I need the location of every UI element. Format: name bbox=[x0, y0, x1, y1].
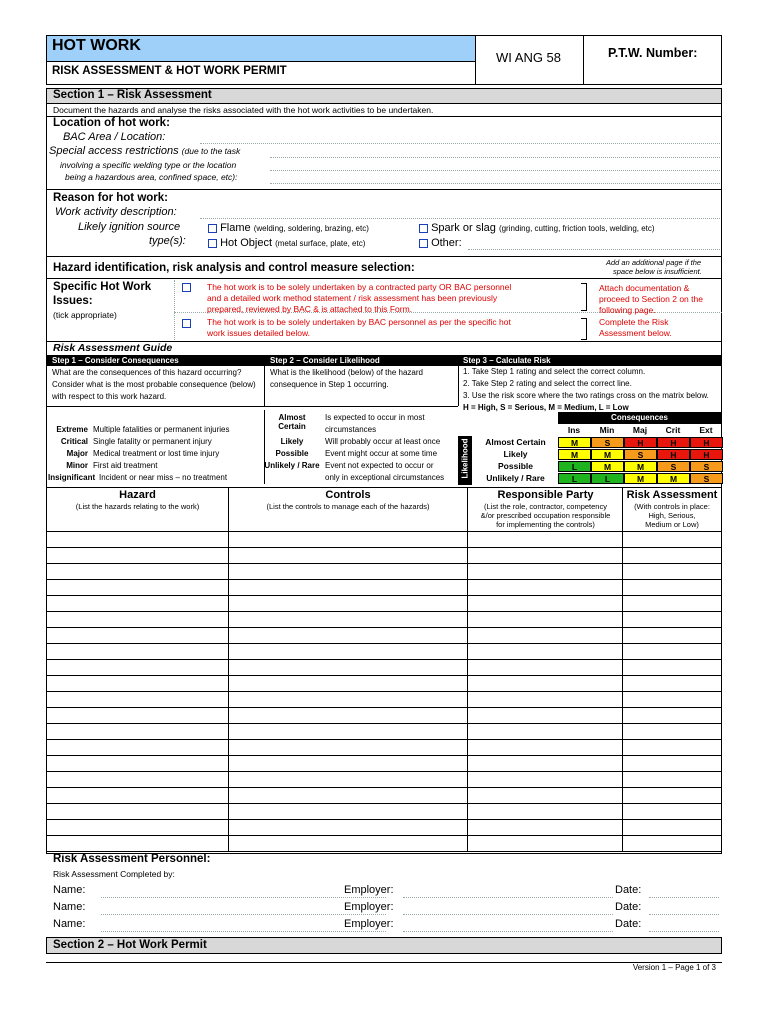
option1-action-1: Attach documentation & bbox=[599, 283, 690, 293]
matrix-row-label: Possible bbox=[498, 461, 533, 471]
step2-text-2: consequence in Step 1 occurring. bbox=[270, 380, 389, 389]
col-responsible-sub-1: (List the role, contractor, competency bbox=[484, 502, 607, 511]
header-vline-2 bbox=[583, 35, 584, 85]
table-row-line bbox=[47, 643, 721, 644]
header-divider bbox=[47, 61, 475, 62]
step1-text-2: Consider what is the most probable consequence (below) bbox=[52, 380, 256, 389]
consequence-desc: First aid treatment bbox=[93, 461, 158, 470]
hot-object-checkbox[interactable] bbox=[208, 239, 217, 248]
matrix-cell: L bbox=[558, 461, 591, 472]
bac-area-label: BAC Area / Location: bbox=[63, 131, 166, 143]
table-row-line bbox=[47, 563, 721, 564]
matrix-cell: M bbox=[558, 449, 591, 460]
col-controls-sub: (List the controls to manage each of the hazards) bbox=[266, 502, 430, 511]
ignition-label-1: Likely ignition source bbox=[78, 221, 181, 233]
flame-label: Flame bbox=[220, 222, 251, 234]
date-field[interactable] bbox=[649, 931, 719, 932]
guide-hline bbox=[47, 406, 458, 407]
table-row-line bbox=[47, 675, 721, 676]
table-row-line bbox=[47, 707, 721, 708]
table-row-line bbox=[47, 531, 721, 532]
matrix-row-label: Almost Certain bbox=[485, 437, 546, 447]
col-responsible-sub-2: &/or prescribed occupation responsible bbox=[480, 511, 611, 520]
name-field[interactable] bbox=[101, 914, 386, 915]
matrix-cell: M bbox=[624, 473, 657, 484]
table-row-line bbox=[47, 547, 721, 548]
spark-checkbox[interactable] bbox=[419, 224, 428, 233]
option1-action-3: following page. bbox=[599, 305, 656, 315]
other-field[interactable] bbox=[468, 249, 720, 250]
hot-object-note: (metal surface, plate, etc) bbox=[275, 239, 366, 248]
hazard-heading: Hazard identification, risk analysis and control measure selection: bbox=[53, 262, 415, 274]
matrix-row-label: Likely bbox=[503, 449, 528, 459]
step3-text-1: 1. Take Step 1 rating and select the correct column. bbox=[463, 367, 646, 376]
table-vline bbox=[622, 487, 623, 851]
matrix-cell: M bbox=[591, 449, 624, 460]
employer-field[interactable] bbox=[403, 931, 613, 932]
option2-action-2: Assessment below. bbox=[599, 328, 672, 338]
col-risk-sub-3: Medium or Low) bbox=[645, 520, 699, 529]
likelihood-desc: circumstances bbox=[325, 425, 377, 434]
col-risk-sub-2: High, Serious, bbox=[648, 511, 696, 520]
matrix-col-header: Crit bbox=[665, 425, 681, 435]
ptw-number-label: P.T.W. Number: bbox=[608, 46, 698, 60]
consequence-name: Minor bbox=[66, 461, 88, 470]
col-responsible-title: Responsible Party bbox=[497, 489, 594, 501]
risk-matrix bbox=[458, 412, 721, 486]
col-hazard-title: Hazard bbox=[119, 489, 156, 501]
table-row-line bbox=[47, 819, 721, 820]
matrix-cell: H bbox=[690, 449, 723, 460]
table-row-line bbox=[47, 803, 721, 804]
work-activity-label: Work activity description: bbox=[55, 206, 177, 218]
special-access-field-2[interactable] bbox=[270, 170, 720, 171]
special-access-text: Special access restrictions bbox=[49, 145, 179, 157]
matrix-cell: H bbox=[624, 437, 657, 448]
likelihood-name: Almost Certain bbox=[278, 413, 306, 431]
option1-action-2: proceed to Section 2 on the bbox=[599, 294, 703, 304]
section1-intro: Document the hazards and analyse the risks associated with the hot work activities to be undertaken. bbox=[53, 105, 434, 115]
table-row-line bbox=[47, 579, 721, 580]
table-row-line bbox=[47, 771, 721, 772]
col-controls-title: Controls bbox=[325, 489, 371, 501]
work-activity-field[interactable] bbox=[200, 218, 720, 219]
special-access-note-3: being a hazardous area, confined space, etc): bbox=[65, 172, 238, 182]
step2-text-1: What is the likelihood (below) of the hazard bbox=[270, 368, 423, 377]
special-access-label bbox=[49, 145, 240, 157]
matrix-cell: M bbox=[558, 437, 591, 448]
option2-action-1: Complete the Risk bbox=[599, 317, 669, 327]
likelihood-desc: Event not expected to occur or bbox=[325, 461, 434, 470]
step1-text-3: with respect to this work hazard. bbox=[52, 392, 167, 401]
option2-line-1: The hot work is to be solely undertaken by BAC personnel as per the specific hot bbox=[207, 317, 511, 327]
date-label: Date: bbox=[615, 884, 642, 896]
col-hazard-sub: (List the hazards relating to the work) bbox=[75, 502, 200, 511]
matrix-col-header: Ins bbox=[567, 425, 581, 435]
likelihood-desc: Will probably occur at least once bbox=[325, 437, 441, 446]
table-row-line bbox=[47, 611, 721, 612]
option2-line-2: work issues detailed below. bbox=[207, 328, 311, 338]
matrix-cell: H bbox=[657, 449, 690, 460]
table-vline bbox=[467, 487, 468, 851]
consequence-name: Critical bbox=[60, 437, 88, 446]
option1-line-1: The hot work is to be solely undertaken by a contracted party OR BAC personnel bbox=[207, 282, 512, 292]
special-access-note: (due to the task bbox=[181, 146, 241, 156]
consequence-name: Major bbox=[66, 449, 88, 458]
option1-line-3: prepared, reviewed by BAC & is attached to this Form. bbox=[207, 304, 413, 314]
hot-object-label: Hot Object bbox=[220, 237, 273, 249]
option2-checkbox[interactable] bbox=[182, 319, 191, 328]
special-access-field-3[interactable] bbox=[270, 183, 720, 184]
completed-by: Risk Assessment Completed by: bbox=[53, 869, 175, 879]
divider bbox=[46, 189, 722, 190]
divider bbox=[46, 278, 722, 279]
name-field[interactable] bbox=[101, 931, 386, 932]
section2-title: Section 2 – Hot Work Permit bbox=[53, 939, 207, 951]
add-page-note-2: space below is insufficient. bbox=[613, 267, 702, 276]
consequence-desc: Incident or near miss – no treatment bbox=[99, 473, 228, 482]
likelihood-desc: only in exceptional circumstances bbox=[325, 473, 445, 482]
step3-text-2: 2. Take Step 2 rating and select the correct line. bbox=[463, 379, 632, 388]
add-page-note-1: Add an additional page if the bbox=[606, 258, 702, 267]
personnel-row bbox=[53, 884, 721, 900]
table-row-line bbox=[47, 659, 721, 660]
employer-label: Employer: bbox=[344, 884, 394, 896]
step3-title: Step 3 – Calculate Risk bbox=[463, 356, 551, 365]
date-field[interactable] bbox=[649, 897, 719, 898]
likelihood-axis-label: Likelihood bbox=[460, 438, 470, 479]
footer-version: Version 1 – Page 1 of 3 bbox=[632, 963, 716, 972]
name-field[interactable] bbox=[101, 897, 386, 898]
tick-appropriate: (tick appropriate) bbox=[53, 310, 117, 320]
bac-area-field[interactable] bbox=[200, 143, 720, 144]
special-access-note-2: involving a specific welding type or the location bbox=[60, 160, 237, 170]
doc-code: WI ANG 58 bbox=[496, 50, 562, 65]
consequence-desc: Multiple fatalities or permanent injuries bbox=[93, 425, 230, 434]
matrix-col-header: Maj bbox=[632, 425, 648, 435]
header-vline-1 bbox=[475, 35, 476, 85]
personnel-row bbox=[53, 918, 721, 934]
options-left-rule bbox=[174, 280, 175, 342]
matrix-cell: H bbox=[690, 437, 723, 448]
table-row-line bbox=[47, 787, 721, 788]
matrix-cell: S bbox=[624, 449, 657, 460]
reason-heading: Reason for hot work: bbox=[53, 192, 169, 204]
consequence-desc: Medical treatment or lost time injury bbox=[93, 449, 220, 458]
date-label: Date: bbox=[615, 901, 642, 913]
spark-note: (grinding, cutting, friction tools, welding, etc) bbox=[498, 224, 655, 233]
other-checkbox[interactable] bbox=[419, 239, 428, 248]
step2-title: Step 2 – Consider Likelihood bbox=[270, 356, 380, 365]
table-row-line bbox=[47, 595, 721, 596]
personnel-heading: Risk Assessment Personnel: bbox=[53, 853, 211, 865]
employer-field[interactable] bbox=[403, 914, 613, 915]
flame-note: (welding, soldering, brazing, etc) bbox=[253, 224, 369, 233]
step1-text-1: What are the consequences of this hazard occurring? bbox=[52, 368, 242, 377]
spark-option[interactable] bbox=[419, 222, 655, 234]
matrix-cell: H bbox=[657, 437, 690, 448]
section1-title: Section 1 – Risk Assessment bbox=[53, 89, 212, 101]
option1-checkbox[interactable] bbox=[182, 283, 191, 292]
name-label: Name: bbox=[53, 901, 86, 913]
consequence-desc: Single fatality or permanent injury bbox=[93, 437, 212, 446]
location-heading: Location of hot work: bbox=[53, 117, 170, 129]
likelihood-desc: Event might occur at some time bbox=[325, 449, 438, 458]
employer-label: Employer: bbox=[344, 918, 394, 930]
other-label: Other: bbox=[431, 237, 462, 249]
consequence-name: Extreme bbox=[56, 425, 88, 434]
table-row-line bbox=[47, 739, 721, 740]
name-label: Name: bbox=[53, 918, 86, 930]
page-title: HOT WORK bbox=[52, 37, 141, 54]
other-option[interactable] bbox=[419, 237, 462, 249]
personnel-row bbox=[53, 901, 721, 917]
ignition-label-2: type(s): bbox=[149, 235, 186, 247]
likelihood-name: Unlikely / Rare bbox=[264, 461, 320, 470]
option2-bracket bbox=[581, 318, 587, 340]
matrix-cell: S bbox=[690, 473, 723, 484]
table-row-line bbox=[47, 723, 721, 724]
likelihood-name: Likely bbox=[280, 437, 304, 446]
date-label: Date: bbox=[615, 918, 642, 930]
step3-text-3: 3. Use the risk score where the two ratings cross on the matrix below. bbox=[463, 391, 709, 400]
matrix-row-label: Unlikely / Rare bbox=[486, 473, 545, 483]
name-label: Name: bbox=[53, 884, 86, 896]
divider bbox=[46, 487, 722, 488]
table-row-line bbox=[47, 851, 721, 852]
step3-text-4: H = High, S = Serious, M = Medium, L = Low bbox=[463, 403, 629, 412]
matrix-cell: M bbox=[657, 473, 690, 484]
matrix-col-header: Min bbox=[599, 425, 615, 435]
specific-issues-heading-2: Issues: bbox=[53, 295, 93, 307]
matrix-cell: L bbox=[558, 473, 591, 484]
option1-bracket bbox=[581, 283, 587, 311]
col-responsible-sub-3: for implementing the controls) bbox=[496, 520, 595, 529]
special-access-field-1[interactable] bbox=[270, 157, 720, 158]
matrix-cell: L bbox=[591, 473, 624, 484]
page-subtitle: RISK ASSESSMENT & HOT WORK PERMIT bbox=[52, 65, 287, 77]
specific-issues-heading-1: Specific Hot Work bbox=[53, 281, 152, 293]
guide-vline-2 bbox=[458, 366, 459, 406]
matrix-cell: M bbox=[624, 461, 657, 472]
col-risk-sub-1: (With controls in place: bbox=[634, 502, 710, 511]
table-row-line bbox=[47, 691, 721, 692]
table-vline bbox=[228, 487, 229, 851]
matrix-cell: S bbox=[690, 461, 723, 472]
date-field[interactable] bbox=[649, 914, 719, 915]
step1-title: Step 1 – Consider Consequences bbox=[52, 356, 179, 365]
hot-object-option[interactable] bbox=[208, 237, 365, 249]
table-row-line bbox=[47, 755, 721, 756]
flame-checkbox[interactable] bbox=[208, 224, 217, 233]
option1-line-2: and a detailed work method statement / risk assessment has been previously bbox=[207, 293, 498, 303]
matrix-cell: S bbox=[657, 461, 690, 472]
employer-field[interactable] bbox=[403, 897, 613, 898]
guide-vline-1 bbox=[264, 366, 265, 406]
matrix-col-header: Ext bbox=[699, 425, 713, 435]
table-row-line bbox=[47, 627, 721, 628]
consequence-name: Insignificant bbox=[48, 473, 96, 482]
likelihood-desc: Is expected to occur in most bbox=[325, 413, 425, 422]
spark-label: Spark or slag bbox=[431, 222, 496, 234]
divider bbox=[46, 256, 722, 257]
consequences-label: Consequences bbox=[611, 413, 668, 422]
guide-title: Risk Assessment Guide bbox=[53, 342, 173, 354]
col-risk-title: Risk Assessment bbox=[626, 489, 718, 501]
matrix-cell: S bbox=[591, 437, 624, 448]
employer-label: Employer: bbox=[344, 901, 394, 913]
table-row-line bbox=[47, 835, 721, 836]
matrix-cell: M bbox=[591, 461, 624, 472]
flame-option[interactable] bbox=[208, 222, 369, 234]
likelihood-name: Possible bbox=[275, 449, 309, 458]
